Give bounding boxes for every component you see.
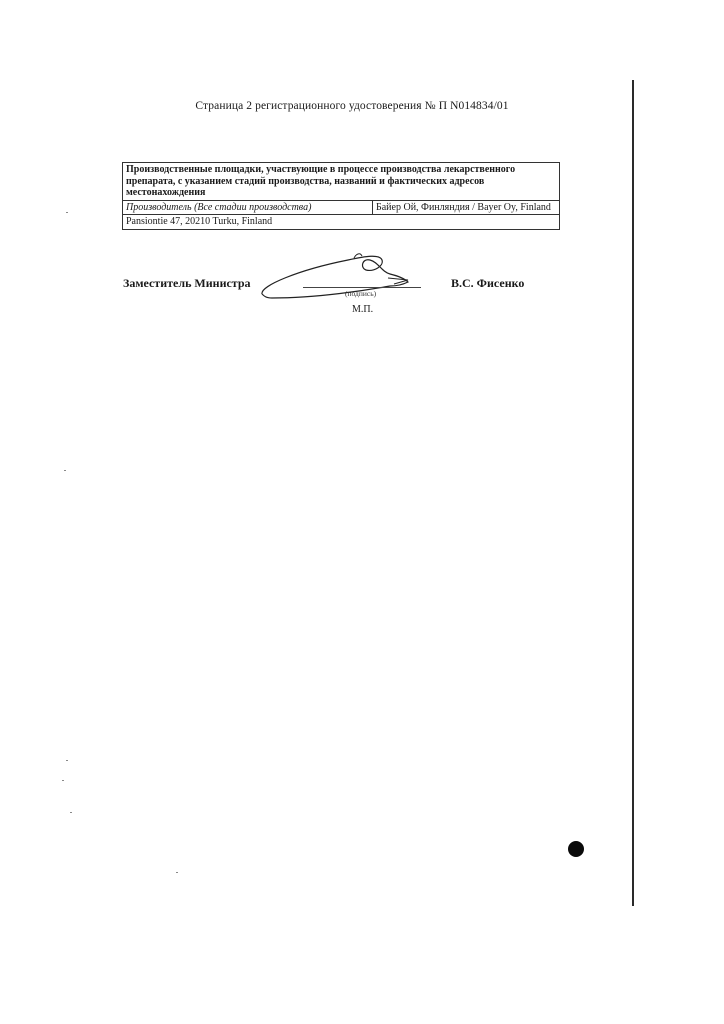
table-header-row <box>123 163 560 201</box>
scan-speck <box>62 780 64 781</box>
handwritten-signature <box>258 250 430 306</box>
table-row <box>123 215 560 230</box>
signatory-name: В.С. Фисенко <box>451 276 525 290</box>
scan-speck <box>64 470 66 471</box>
manufacturer-role: Производитель (Все стадии производства) <box>123 200 373 215</box>
punch-hole-mark <box>568 841 584 857</box>
scan-speck <box>66 212 68 213</box>
signature-line <box>303 287 421 288</box>
signature-caption: (подпись) <box>345 289 377 298</box>
table-header: Производственные площадки, участвующие в процессе производства лекарственного препарата, с указанием стадий производства, названий и фактических адресов местонахождения <box>123 163 560 201</box>
production-sites-table <box>122 162 560 230</box>
scan-speck <box>176 872 178 873</box>
manufacturer-company: Байер Ой, Финляндия / Bayer Oy, Finland <box>373 200 560 215</box>
page-header: Страница 2 регистрационного удостоверения № П N014834/01 <box>195 100 509 112</box>
scan-speck <box>70 812 72 813</box>
manufacturer-address: Pansiontie 47, 20210 Turku, Finland <box>123 215 560 230</box>
page-edge-line <box>632 80 634 906</box>
signatory-position: Заместитель Министра <box>123 276 251 290</box>
stamp-label: М.П. <box>352 304 374 315</box>
table-row <box>123 200 560 215</box>
scan-speck <box>66 760 68 761</box>
